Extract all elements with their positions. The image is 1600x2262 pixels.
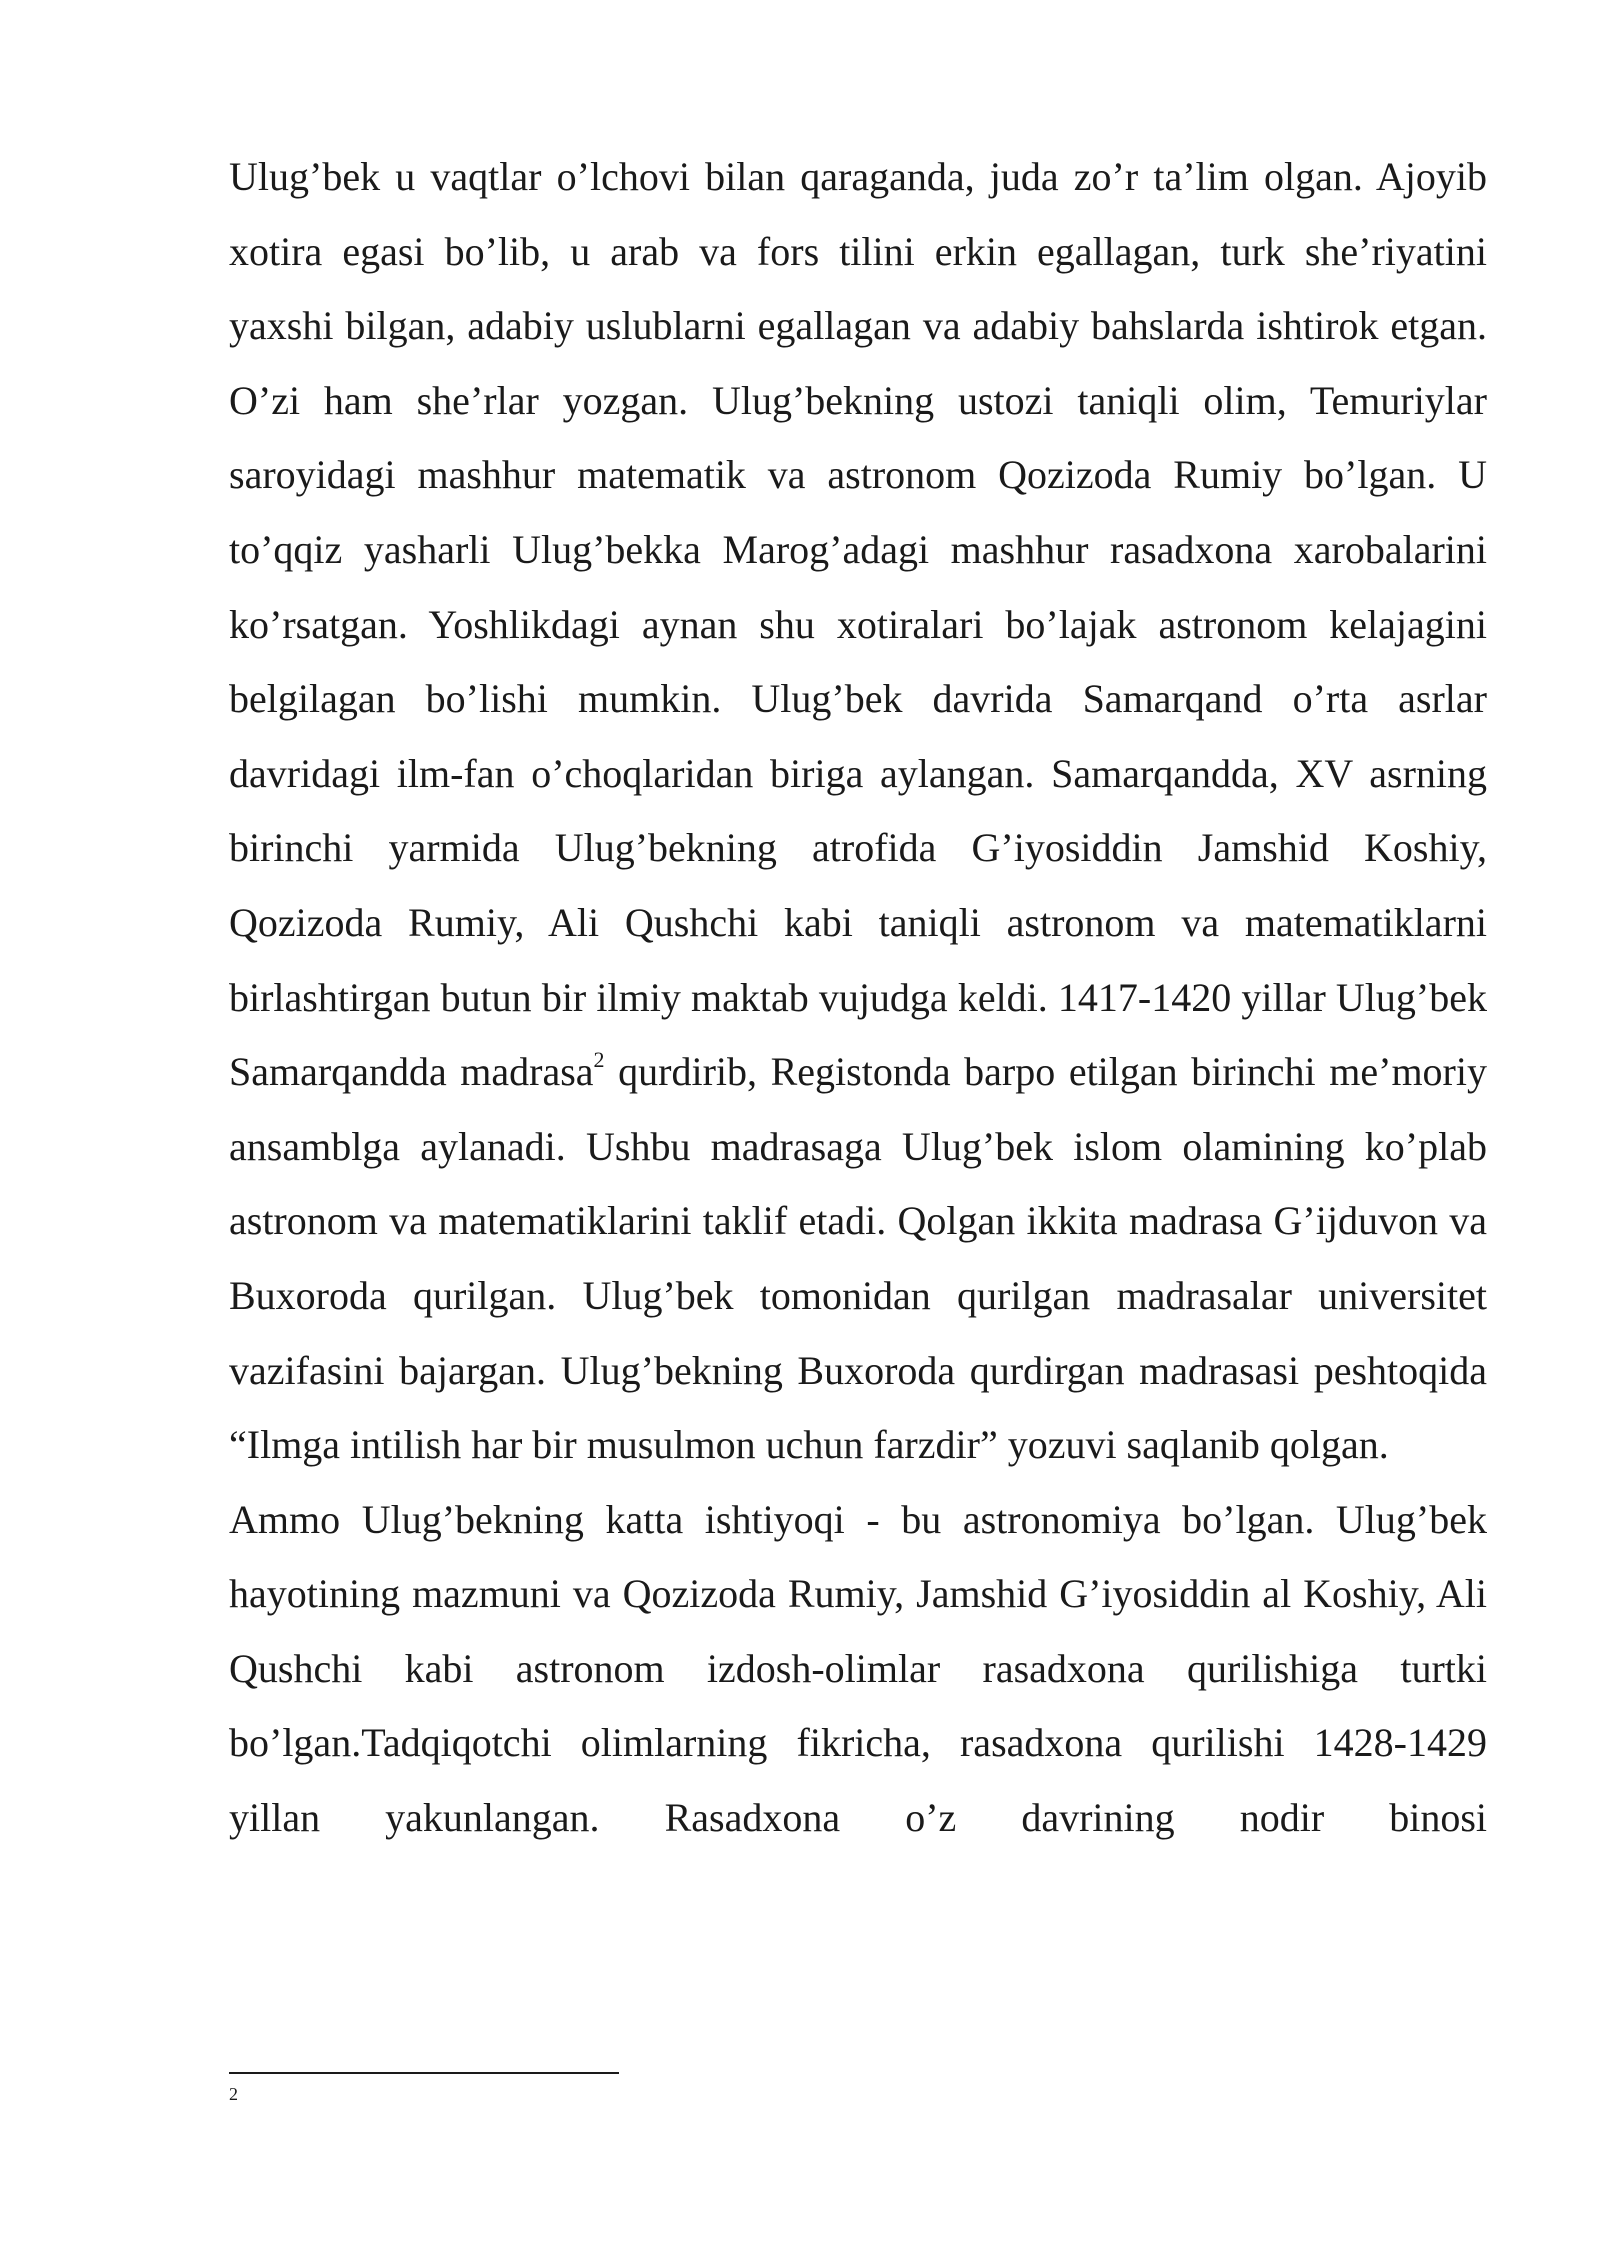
paragraph-1-text-before-footnote: Ulug’bek u vaqtlar o’lchovi bilan qaraganda, juda zo’r ta’lim olgan. Ajoyib xotira egasi bo’lib, u arab va fors tilini erkin egallagan, turk she’riyatini yaxshi bilgan, adabiy uslublarni egallagan va adabiy bahslarda ishtirok etgan. O’zi ham she’rlar yozgan. Ulug’bekning ustozi taniqli olim, Temuriylar saroyidagi mashhur matematik va astronom Qozizoda Rumiy bo’lgan. U to’qqiz yasharli Ulug’bekka Marog’adagi mashhur rasadxona xarobalarini ko’rsatgan. Yoshlikdagi aynan shu xotiralari bo’lajak astronom kelajagini belgilagan bo’lishi mumkin. Ulug’bek davrida Samarqand o’rta asrlar davridagi ilm-fan o’choqlaridan biriga aylangan. Samarqandda, XV asrning birinchi yarmida Ulug’bekning atrofida G’iyosiddin Jamshid Koshiy, Qozizoda Rumiy, Ali Qushchi kabi taniqli astronom va matematiklarni birlashtirgan butun bir ilmiy maktab vujudga keldi. 1417-1420 yillar Ulug’bek Samarqandda madrasa bbox=[229, 154, 1487, 1095]
footnote-separator bbox=[229, 2072, 619, 2074]
paragraph-2: Ammo Ulug’bekning katta ishtiyoqi - bu astronomiya bo’lgan. Ulug’bek hayotining mazmuni va Qozizoda Rumiy, Jamshid G’iyosiddin al Koshiy, Ali Qushchi kabi astronom izdosh-olimlar rasadxona qurilishiga turtki bo’lgan.Tadqiqotchi olimlarning fikricha, rasadxona qurilishi 1428-1429 yillan yakunlangan. Rasadxona o’z davrining nodir binosi bbox=[229, 1496, 1487, 1841]
footnote-reference[interactable]: 2 bbox=[593, 1047, 605, 1073]
body-text bbox=[229, 140, 1487, 1856]
paragraph-1 bbox=[229, 140, 1487, 1483]
paragraph-1-text-after-footnote: qurdirib, Registonda barpo etilgan birinchi me’moriy ansamblga aylanadi. Ushbu madrasaga Ulug’bek islom olamining ko’plab astronom va matematiklarini taklif etadi. Qolgan ikkita madrasa G’ijduvon va Buxoroda qurilgan. Ulug’bek tomonidan qurilgan madrasalar universitet vazifasini bajargan. Ulug’bekning Buxoroda qurdirgan madrasasi peshtoqida “Ilmga intilish har bir musulmon uchun farzdir” yozuvi saqlanib qolgan. bbox=[229, 1049, 1487, 1468]
footnote-number: 2 bbox=[229, 2084, 238, 2104]
